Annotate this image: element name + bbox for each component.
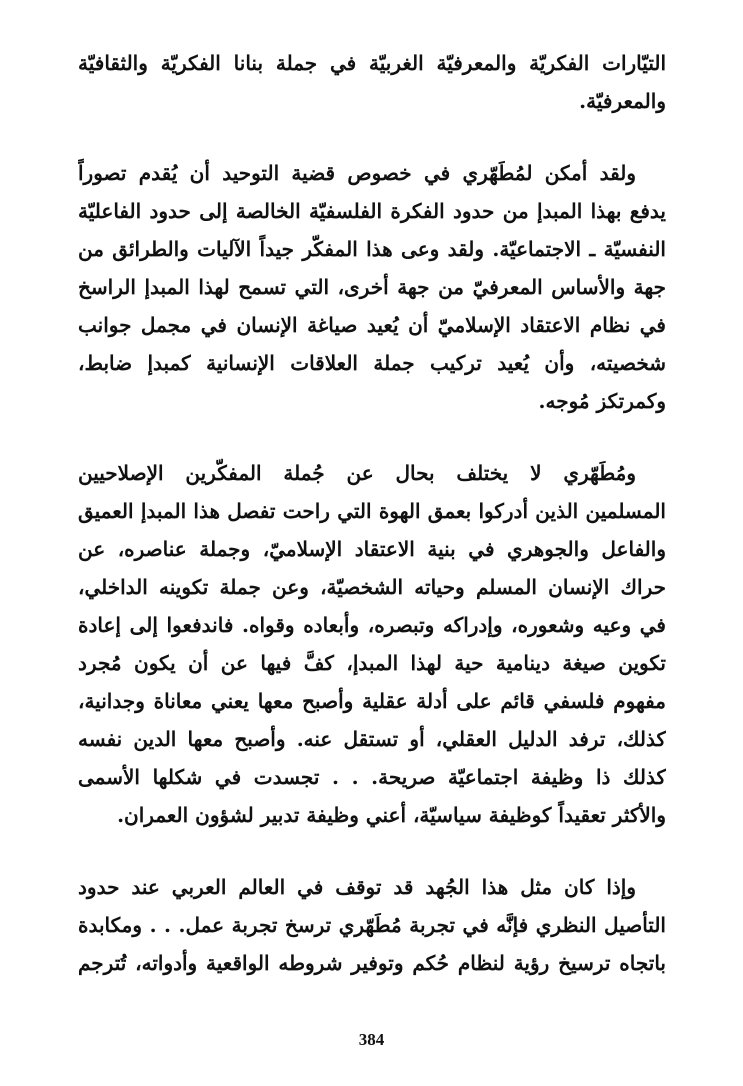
paragraph-gap [78,120,666,154]
text-line: في وعيه وشعوره، وإدراكه وتبصره، وأبعاده وقواه. فاندفعوا إلى إعادة [78,613,666,637]
text-line: المسلمين الذين أدركوا بعمق الهوة التي راحت تفصل هذا المبدإ العميق [78,499,666,523]
page-number: 384 [358,1030,385,1049]
text-line: باتجاه ترسيخ رؤية لنظام حُكم وتوفير شروطه الواقعية وأدواته، تُترجم [78,951,666,975]
text-line: النفسيّة ـ الاجتماعيّة. ولقد وعى هذا المفكّر جيداً الآليات والطرائق من [78,237,666,261]
paragraph-1 [78,44,666,120]
text-line: مفهوم فلسفي قائم على أدلة عقلية وأصبح معها يعني معاناة وجدانية، [78,689,666,713]
text-line: يدفع بهذا المبدإ من حدود الفكرة الفلسفيّة الخالصة إلى حدود الفاعليّة [78,199,666,223]
text-line: كذلك، ترفد الدليل العقلي، أو تستقل عنه. وأصبح معها الدين نفسه [78,727,666,751]
text-line: شخصيته، وأن يُعيد تركيب جملة العلاقات الإنسانية كمبدإ ضابط، [78,351,666,375]
text-line: والمعرفيّة. [579,89,666,113]
text-line: وإذا كان مثل هذا الجُهد قد توقف في العالم العربي عند حدود [78,875,636,899]
text-line: التيّارات الفكريّة والمعرفيّة الغربيّة في جملة بنانا الفكريّة والثقافيّة [78,51,666,75]
paragraph-gap [78,420,666,454]
paragraph-4 [78,868,666,982]
text-line: ومُطَهّري لا يختلف بحال عن جُملة المفكّرين الإصلاحيين [78,461,636,485]
text-line: جهة والأساس المعرفيّ من جهة أخرى، التي تسمح لهذا المبدإ الراسخ [78,275,666,299]
text-line: والفاعل والجوهري في بنية الاعتقاد الإسلاميّ، وجملة عناصره، عن [78,537,666,561]
text-line: في نظام الاعتقاد الإسلاميّ أن يُعيد صياغة الإنسان في مجمل جوانب [78,313,666,337]
paragraph-gap [78,834,666,868]
text-line: والأكثر تعقيداً كوظيفة سياسيّة، أعني وظيفة تدبير لشؤون العمران. [117,803,666,827]
page-body [78,44,666,982]
text-line: تكوين صيغة دينامية حية لهذا المبدإ، كفَّ فيها عن أن يكون مُجرد [78,651,666,675]
text-line: التأصيل النظري فإنَّه في تجربة مُطَهّري ترسخ تجربة عمل. . . ومكابدة [78,913,666,937]
text-line: وكمرتكز مُوجه. [538,389,666,413]
paragraph-2 [78,154,666,420]
text-line: ولقد أمكن لمُطَهّري في خصوص قضية التوحيد أن يُقدم تصوراً [78,161,636,185]
text-line: كذلك ذا وظيفة اجتماعيّة صريحة. . . تجسدت في شكلها الأسمى [78,765,666,789]
text-line: حراك الإنسان المسلم وحياته الشخصيّة، وعن جملة تكوينه الداخلي، [78,575,666,599]
paragraph-3 [78,454,666,834]
